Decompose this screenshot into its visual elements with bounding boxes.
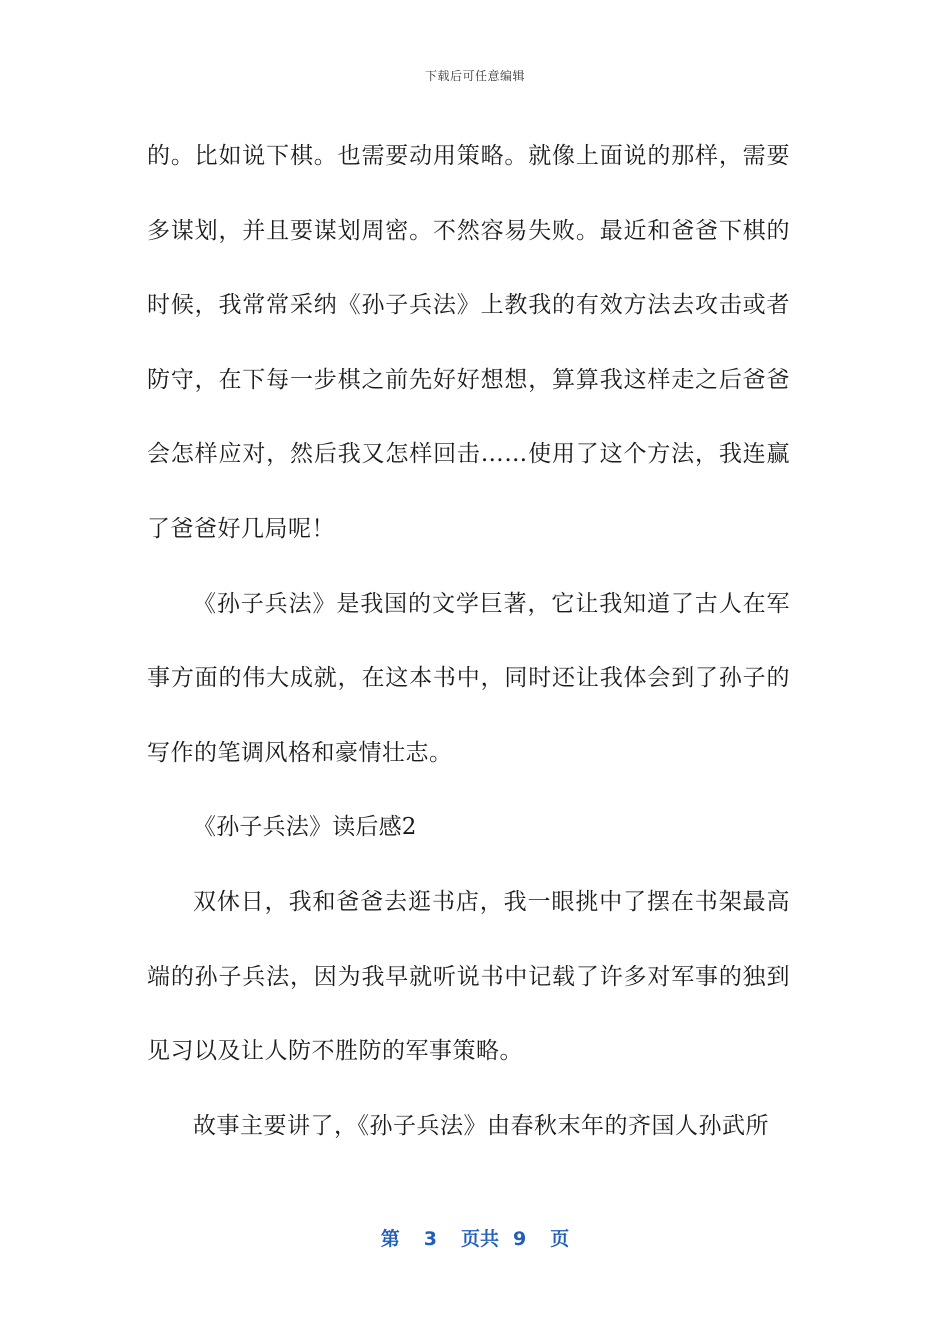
paragraph-story: 故事主要讲了，《孙子兵法》由春秋末年的齐国人孙武所	[193, 1112, 769, 1139]
header-note: 下载后可任意编辑	[424, 69, 525, 83]
current-page-number: 3	[423, 1228, 437, 1250]
paragraph-bookstore: 双休日，我和爸爸去逛书店，我一眼挑中了摆在书架最高端的孙子兵法，因为我早就听说书中记载了许多对军事的独到见习以及让人防不胜防的军事策略。	[147, 888, 790, 1065]
footer-middle: 页共	[460, 1228, 499, 1250]
footer-suffix: 页	[550, 1228, 570, 1250]
paragraph-conclusion: 《孙子兵法》是我国的文学巨著，它让我知道了古人在军事方面的伟大成就，在这本书中，同时还让我体会到了孙子的写作的笔调风格和豪情壮志。	[147, 590, 790, 766]
page-footer	[0, 1224, 950, 1251]
footer-prefix: 第	[380, 1228, 400, 1250]
paragraph-continuation: 的。比如说下棋。也需要动用策略。就像上面说的那样，需要多谋划，并且要谋划周密。不然容易失败。最近和爸爸下棋的时候，我常常采纳《孙子兵法》上教我的有效方法去攻击或者防守，在下每一步棋之前先好好想想，算算我这样走之后爸爸会怎样应对，然后我又怎样回击……使用了这个方法，我连赢了爸爸好几局呢！	[147, 143, 790, 542]
document-body	[147, 119, 790, 1163]
total-pages-number: 9	[513, 1228, 527, 1250]
section-heading: 《孙子兵法》读后感2	[193, 814, 417, 841]
